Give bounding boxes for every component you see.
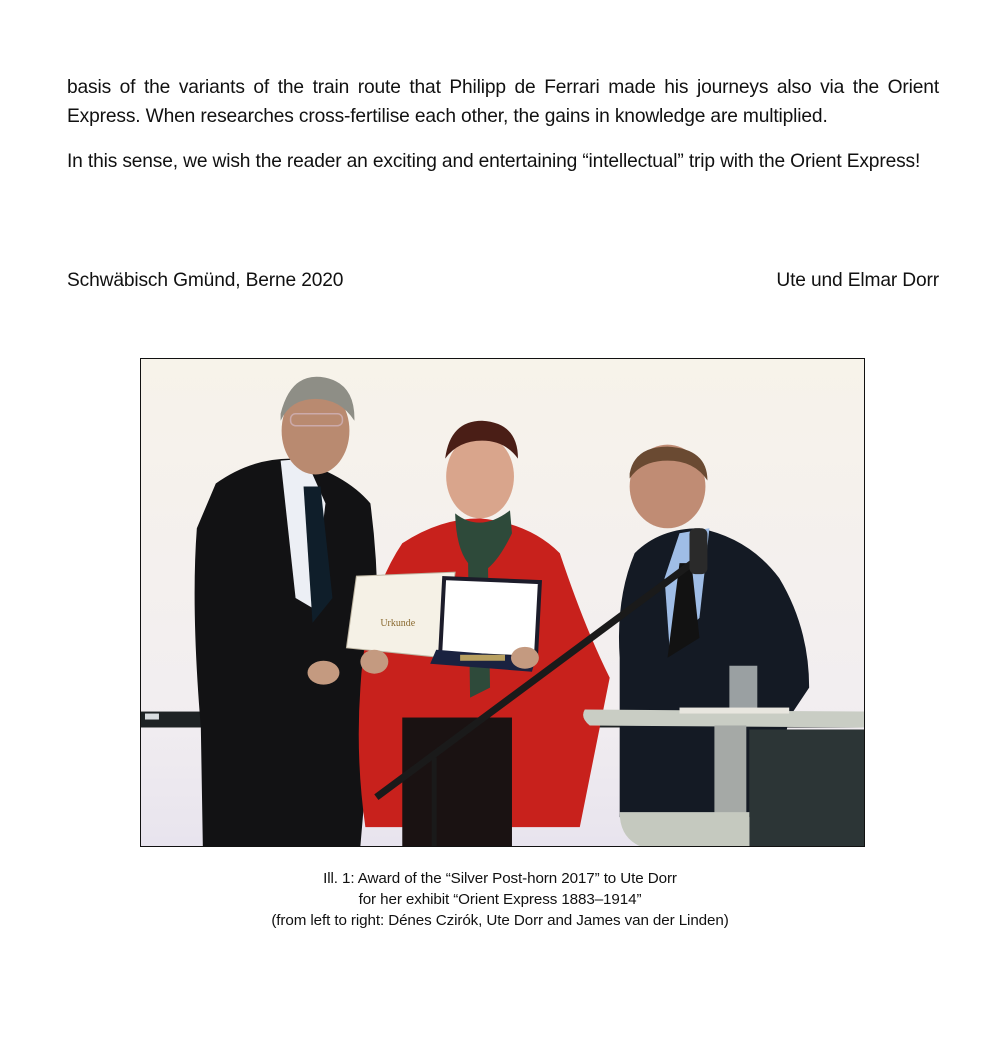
signature-authors: Ute und Elmar Dorr (776, 270, 939, 291)
caption-line: for her exhibit “Orient Express 1883–1914” (358, 891, 642, 908)
certificate-and-plaque (346, 572, 539, 674)
signature-place-date: Schwäbisch Gmünd, Berne 2020 (67, 270, 344, 291)
photo-illustration (141, 359, 864, 846)
certificate-text: Urkunde (380, 617, 416, 629)
body-paragraph: basis of the variants of the train route that Philipp de Ferrari made his journeys also via the Orient Express. When researches cross-fertilise each other, the gains in knowledge are multiplied. (67, 77, 939, 127)
figure-caption (200, 868, 800, 931)
award-ceremony-photo (140, 358, 865, 847)
caption-line: (from left to right: Dénes Czirók, Ute Dorr and James van der Linden) (271, 912, 729, 929)
caption-line: Ill. 1: Award of the “Silver Post-horn 2017” to Ute Dorr (323, 870, 677, 887)
body-paragraph: In this sense, we wish the reader an exciting and entertaining “intellectual” trip with the Orient Express! (67, 151, 921, 172)
